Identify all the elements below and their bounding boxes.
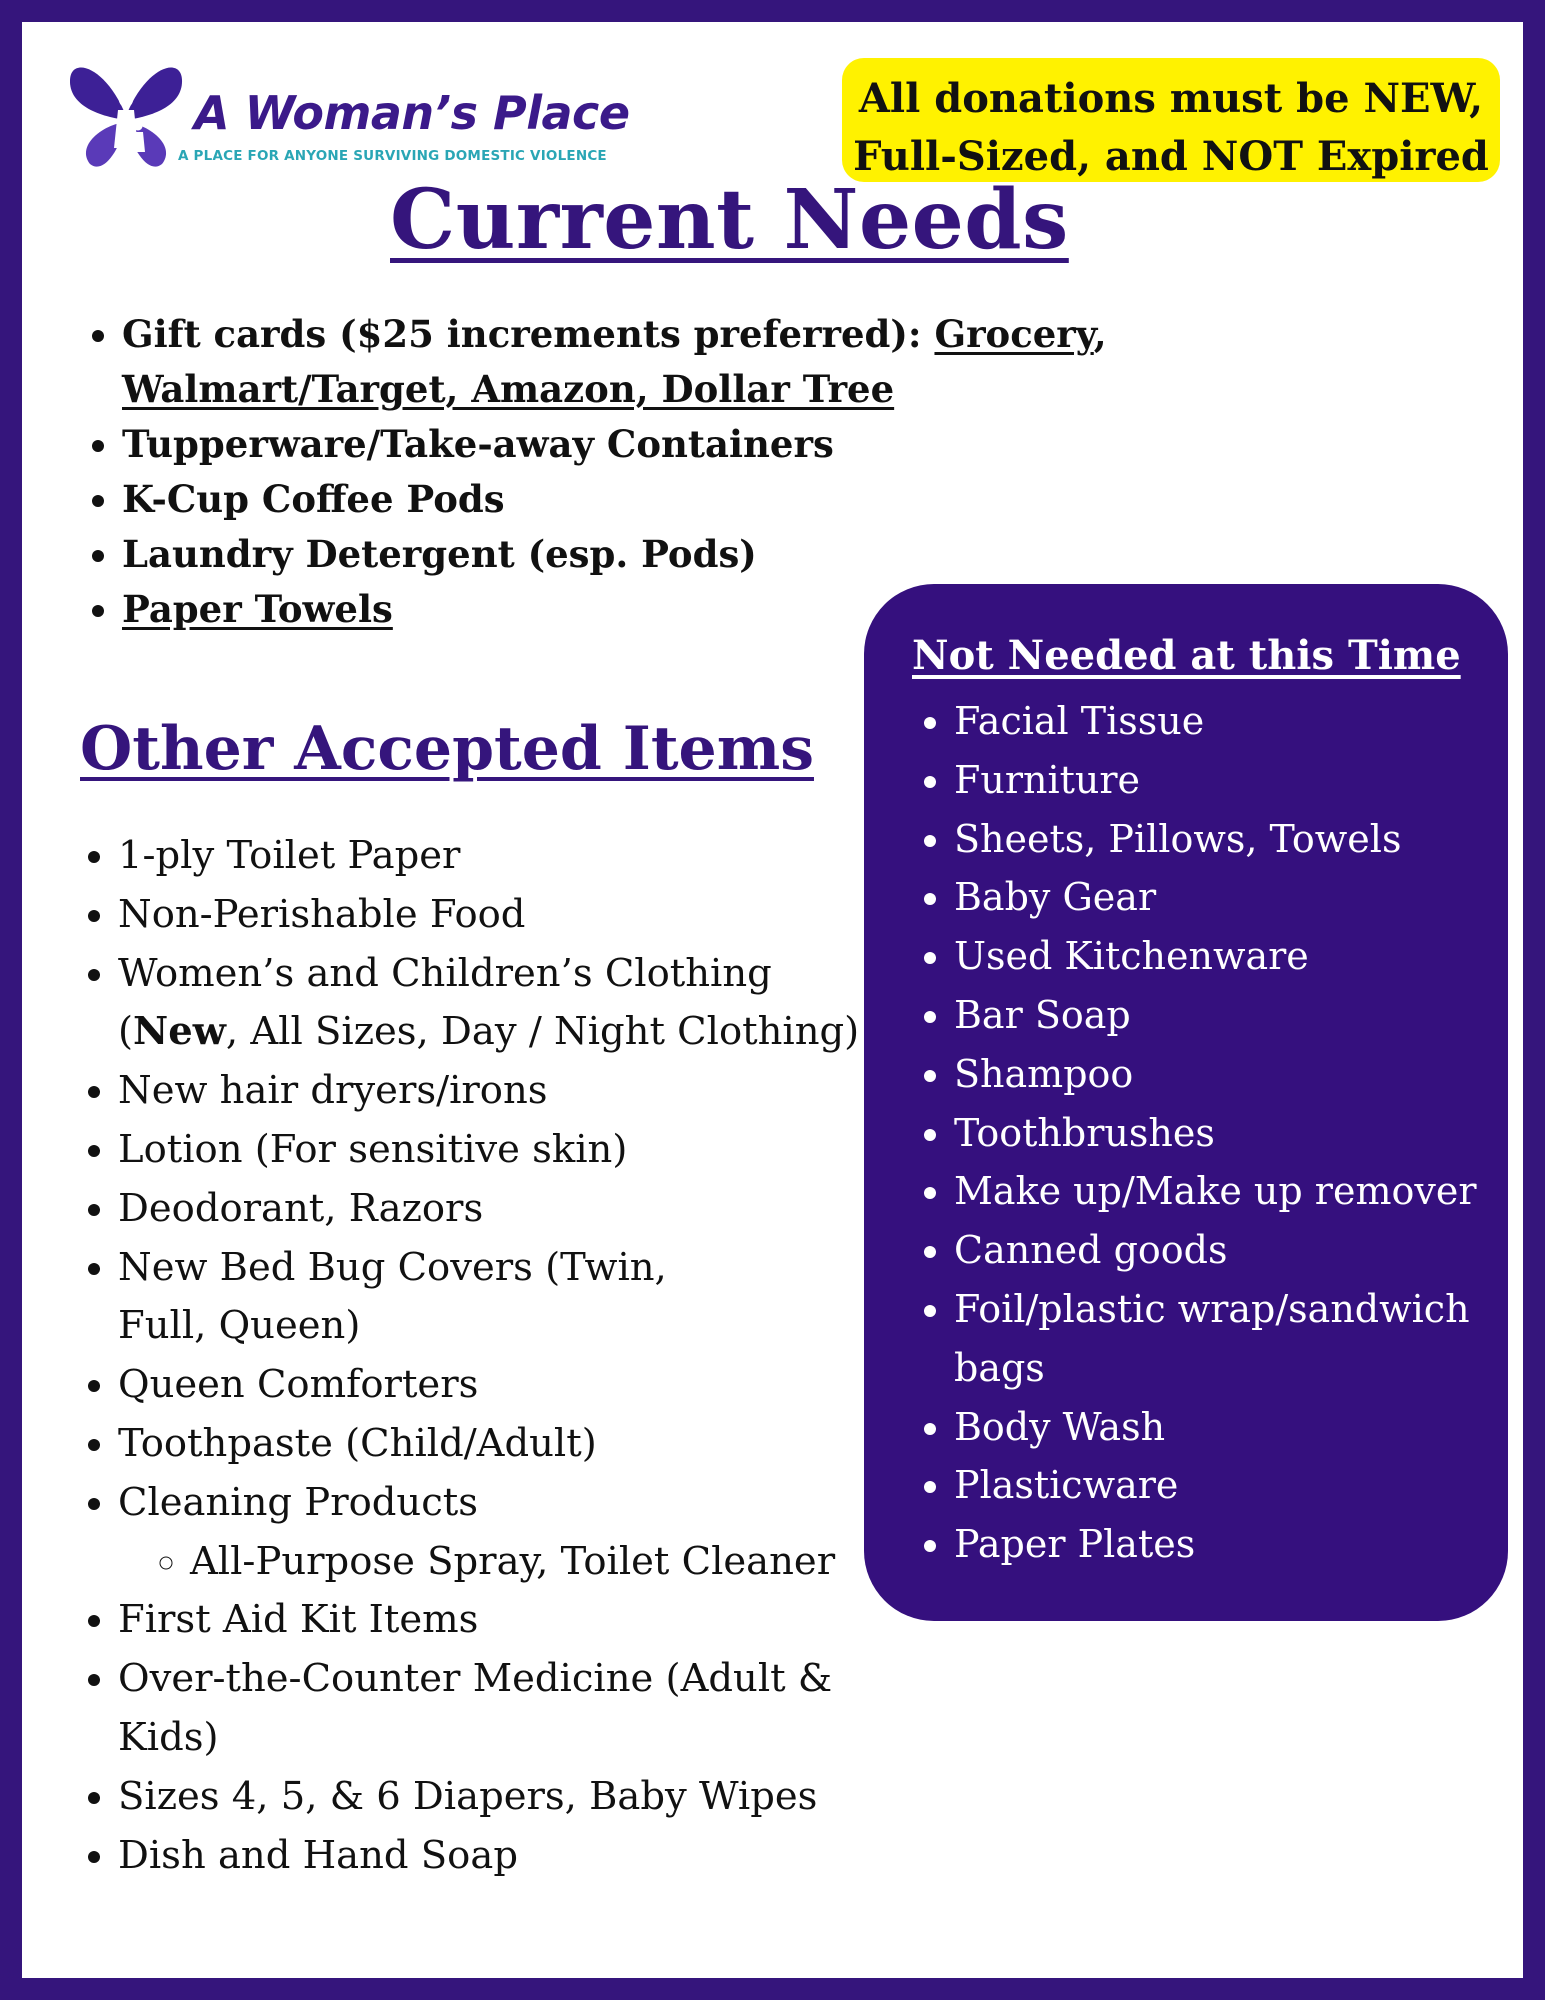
list-item: • New Bed Bug Covers (Twin, Full, Queen) bbox=[118, 1239, 738, 1357]
separator: , bbox=[1093, 312, 1107, 356]
clothing-details: , All Sizes, Day / Night Clothing) bbox=[225, 1009, 860, 1055]
list-item: • Make up/Make up remover bbox=[954, 1162, 1514, 1221]
list-item: • Tupperware/Take-away Containers bbox=[122, 417, 1222, 472]
page-title: Current Needs bbox=[390, 172, 1069, 268]
list-item: • Toothpaste (Child/Adult) bbox=[118, 1415, 918, 1474]
paper-towels-item: Paper Towels bbox=[122, 587, 393, 631]
cleaning-sublist bbox=[118, 1533, 918, 1592]
list-item: • Laundry Detergent (esp. Pods) bbox=[122, 527, 1222, 582]
donation-notice bbox=[842, 58, 1500, 182]
cleaning-label: Cleaning Products bbox=[118, 1479, 479, 1525]
clothing-label: Women’s and Children’s Clothing bbox=[118, 950, 772, 996]
butterfly-logo-icon bbox=[66, 56, 186, 174]
sub-list-item: ◦ All-Purpose Spray, Toilet Cleaner bbox=[190, 1533, 918, 1592]
other-accepted-list bbox=[68, 827, 918, 1885]
organization-logo bbox=[66, 56, 630, 176]
list-item bbox=[118, 1474, 918, 1592]
notice-line: All donations must be NEW, bbox=[858, 75, 1484, 122]
list-item: • Toothbrushes bbox=[954, 1104, 1514, 1163]
organization-tagline: A PLACE FOR ANYONE SURVIVING DOMESTIC VIOLENCE bbox=[178, 148, 607, 164]
new-emphasis: New bbox=[133, 1009, 226, 1055]
list-item: • K-Cup Coffee Pods bbox=[122, 472, 1222, 527]
list-item: • Queen Comforters bbox=[118, 1356, 918, 1415]
list-item: • Used Kitchenware bbox=[954, 927, 1514, 986]
list-item bbox=[118, 945, 918, 1063]
list-item: • Lotion (For sensitive skin) bbox=[118, 1121, 918, 1180]
list-item bbox=[122, 307, 1222, 417]
list-item: • Body Wash bbox=[954, 1398, 1514, 1457]
list-item: • Sheets, Pillows, Towels bbox=[954, 810, 1514, 869]
list-item: • Baby Gear bbox=[954, 868, 1514, 927]
paren: ( bbox=[118, 1009, 134, 1055]
gift-cards-label: Gift cards ($25 increments preferred): bbox=[122, 312, 935, 356]
list-item: • 1-ply Toilet Paper bbox=[118, 827, 918, 886]
list-item: • Foil/plastic wrap/sandwich bags bbox=[954, 1280, 1474, 1398]
gift-card-stores: Walmart/Target, Amazon, Dollar Tree bbox=[122, 367, 895, 411]
list-item: • Over-the-Counter Medicine (Adult & Kids) bbox=[118, 1650, 838, 1768]
list-item: • Canned goods bbox=[954, 1221, 1514, 1280]
not-needed-heading: Not Needed at this Time bbox=[912, 632, 1461, 679]
list-item: • Shampoo bbox=[954, 1045, 1514, 1104]
other-accepted-heading: Other Accepted Items bbox=[80, 714, 814, 784]
not-needed-panel bbox=[864, 584, 1508, 1621]
list-item: • Bar Soap bbox=[954, 986, 1514, 1045]
list-item: • Non-Perishable Food bbox=[118, 886, 918, 945]
list-item: • Facial Tissue bbox=[954, 692, 1514, 751]
list-item: • Sizes 4, 5, & 6 Diapers, Baby Wipes bbox=[118, 1768, 918, 1827]
list-item: • Plasticware bbox=[954, 1456, 1514, 1515]
organization-name: A Woman’s Place bbox=[194, 86, 630, 140]
list-item: • New hair dryers/irons bbox=[118, 1062, 918, 1121]
list-item: • First Aid Kit Items bbox=[118, 1591, 918, 1650]
list-item: • Dish and Hand Soap bbox=[118, 1827, 918, 1886]
gift-card-grocery: Grocery bbox=[934, 312, 1094, 356]
notice-line: Full-Sized, and NOT Expired bbox=[853, 133, 1489, 180]
not-needed-list bbox=[902, 692, 1514, 1574]
list-item: • Furniture bbox=[954, 751, 1514, 810]
list-item: • Deodorant, Razors bbox=[118, 1180, 918, 1239]
list-item: • Paper Plates bbox=[954, 1515, 1514, 1574]
